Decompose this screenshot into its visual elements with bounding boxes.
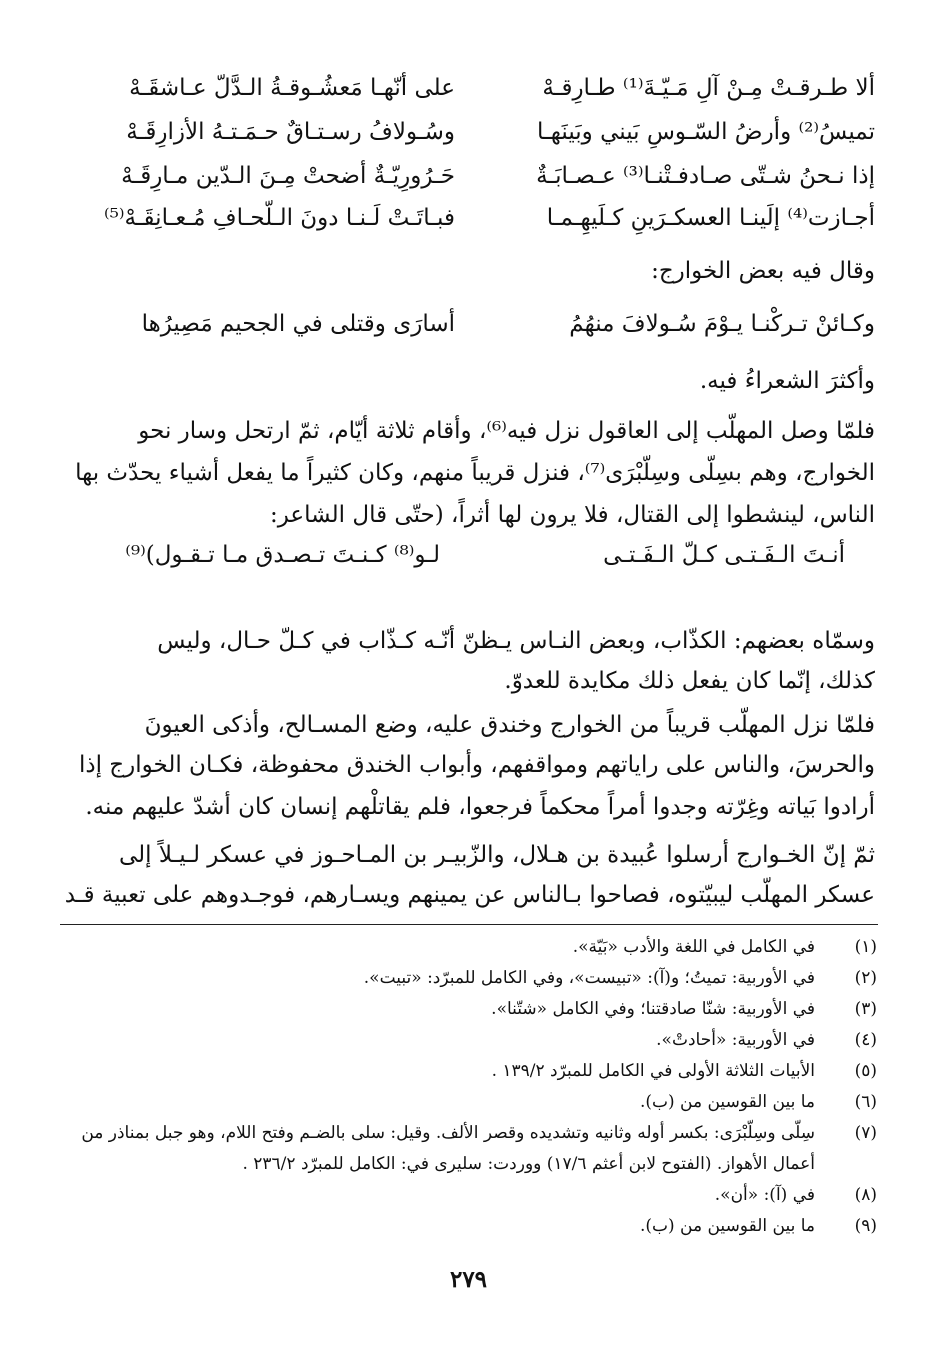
footnote-number: (١) [854,937,877,957]
footnote-number: (٢) [854,968,877,988]
paragraph-line: الخوارج، وهم بسِلّى وسِلّبْرَى⁽⁷⁾، فنزل قريباً منهم، وكان كثيراً ما يفعل أشياء يحدّث بها [75,460,875,486]
verse-hemistich-second: حَـرُورِيّـةٌ أضحتْ مِـنَ الـدّين مـارِقَـهْ [121,163,455,189]
footnote-number: (٣) [854,999,877,1019]
footnote-number: (٤) [854,1030,877,1050]
verse-line [60,154,875,198]
footnote-text: ما بين القوسين من (ب). [639,1092,815,1112]
footnote-text: الأبيات الثلاثة الأولى في الكامل للمبرّد ١٣٩/٢ . [491,1061,815,1081]
footnote [60,963,877,994]
verse-line [60,302,875,346]
footnote [60,1180,877,1211]
verse-hemistich-second: على أنّهـا مَعشُـوقـةُ الـدَّلّ عـاشقَـهْ [129,75,455,101]
page-number: ٢٧٩ [449,1266,488,1293]
verse-hemistich-first: أجـازت⁽⁴⁾ إلَينـا العسكـرَينِ كـلَيهِـمـا [546,205,875,231]
footnotes [60,932,877,1242]
footnote-text: في الكامل في اللغة والأدب «بَيّة». [572,937,815,957]
footnote-text: في الأوربية: شنّا صادقتنا؛ وفي الكامل «شتّنا». [491,999,815,1019]
intro-line: وقال فيه بعض الخوارج: [651,258,875,284]
verse-line [60,196,875,240]
footnote-text: في (آ): «أن». [714,1185,815,1205]
verse-line [60,110,875,154]
footnote-separator [60,924,878,925]
verse-hemistich-second: أسارَى وقتلى في الجحيم مَصِيرُها [141,311,455,337]
paragraph-line: عسكر المهلّب ليبيّتوه، فصاحوا بـالناس عن يمينهم ويسـارهم، فوجـدوهم على تعبية قـد [64,882,875,908]
footnote [60,994,877,1025]
verse-line [60,533,875,577]
footnote-number: (٩) [854,1216,877,1236]
paragraph-line: ثمّ إنّ الخـوارج أرسلوا عُبيدة بن هـلال، والزّبيـر بن المـاحـوز في عسكر لـيـلاً إلى [118,842,875,868]
paragraph-line: فلمّا وصل المهلّب إلى العاقول نزل فيه⁽⁶⁾، وأقام ثلاثة أيّام، ثمّ ارتحل وسار نحو [138,418,875,444]
verse-hemistich-second: لـو⁽⁸⁾ كـنـتَ تـصـدق مـا تـقـول)⁽⁹⁾ [125,542,440,568]
paragraph-line: أرادوا بَياته وغِرّته وجدوا أمراً محكماً فرجعوا، فلم يقاتلْهم إنسان كان أشدّ عليهم منه. [85,794,875,820]
footnote-text: في الأوربية: تميتُ؛ و(آ): «تبيست»، وفي الكامل للمبرّد: «تبيت». [363,968,815,988]
footnote [60,1118,877,1180]
verse-hemistich-first: تميسُ⁽²⁾ وأرضُ السّـوسِ بَيني وبَينَهـا [537,119,875,145]
paragraph-line: فلمّا نزل المهلّب قريباً من الخوارج وخندق عليه، وضع المسـالح، وأذكى العيونَ [144,712,875,738]
verse-hemistich-first: ألا طـرقـتْ مِـنْ آلِ مَـيّـةَ⁽¹⁾ طـارِقـهْ [542,75,875,101]
text-line: وأكثرَ الشعراءُ فيه. [699,368,875,394]
verse-hemistich-first: إذا نـحنُ شـتّى صـادفـتْنـا⁽³⁾ عـصـابَـةٌ [536,163,875,189]
paragraph-line: وسمّاه بعضهم: الكذّاب، وبعض النـاس يـظنّ أنّـه كـذّاب في كـلّ حـال، وليس [157,628,875,654]
footnote-number: (٦) [854,1092,877,1112]
footnote [60,1211,877,1242]
footnote-number: (٥) [854,1061,877,1081]
footnote [60,1025,877,1056]
verse-hemistich-second: فبـاتَـتْ لَـنـا دونَ الـلّحـافِ مُـعـانِقَـهْ⁽⁵⁾ [103,205,455,231]
paragraph-line: كذلك، إنّما كان يفعل ذلك مكايدة للعدوّ. [504,668,875,694]
footnote [60,1087,877,1118]
footnote-text: في الأوربية: «أحادتْ». [656,1030,815,1050]
footnote-number: (٧) [854,1123,877,1143]
paragraph-line: والحرسَ، والناس على راياتهم ومواقفهم، وأبواب الخندق محفوظة، فكـان الخوارج إذا [78,752,875,778]
verse-line [60,66,875,110]
verse-hemistich-second: وسُـولافُ رسـتـاقٌ حـمَـتـهُ الأزارِقَـهْ [126,119,455,145]
verse-hemistich-first: وكـائنْ تـركْنـا يـوْمَ سُـولافَ منهُمُ [569,311,875,337]
footnote-text: ما بين القوسين من (ب). [639,1216,815,1236]
paragraph-line: الناس، لينشطوا إلى القتال، فلا يرون لها أثراً، (حتّى قال الشاعر: [269,502,875,528]
verse-hemistich-first: أنـتَ الـفَـتـى كـلّ الـفَـتـى [603,542,845,568]
footnote [60,1056,877,1087]
footnote [60,932,877,963]
footnote-text: سِلّى وسِلّبْرَى: بكسر أوله وثانيه وتشديده وقصر الألف. وقيل: سلى بالضـم وفتح اللام، وهو جبل بمناذر من أعمال الأهواز. (الفتوح لابن أعثم ١٧/٦) ووردت: سليرى في: الكامل للمبرّد ٢٣٦/٢ . [81,1123,815,1174]
footnote-number: (٨) [854,1185,877,1205]
